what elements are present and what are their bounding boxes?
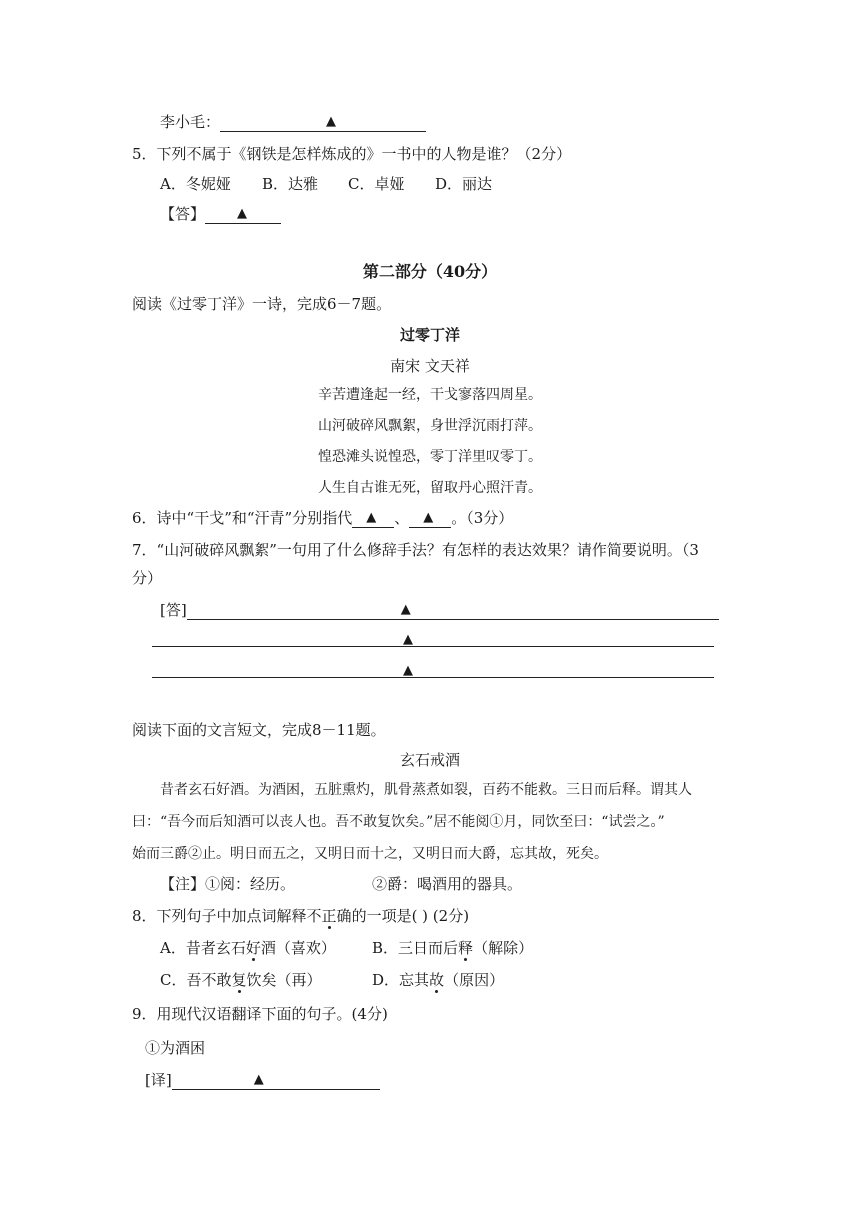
triangle-marker: ▲: [403, 632, 413, 647]
triangle-marker: ▲: [400, 602, 411, 617]
option-text: （解除）: [473, 939, 534, 957]
triangle-marker: ▲: [366, 510, 377, 525]
section-title: 第二部分（40分）: [362, 262, 498, 281]
answer-label: [答]: [160, 601, 187, 619]
dotted-word: 释: [458, 939, 474, 957]
option-text: 饮矣（再）: [246, 971, 322, 989]
option-text: 三日而后: [398, 939, 459, 957]
answer-blank[interactable]: [152, 677, 714, 678]
option-letter: C．: [160, 971, 187, 989]
q8-text: 8．下列句子中加点词解释: [132, 907, 307, 925]
prose-title: 玄石戒酒: [399, 751, 460, 769]
q4-answer-line: [160, 112, 426, 132]
answer-blank[interactable]: [152, 646, 714, 647]
option-letter: A．: [160, 939, 186, 957]
q5-option-c: C．卓娅: [348, 175, 405, 193]
answer-blank[interactable]: [172, 1073, 380, 1090]
q6-separator: 、: [394, 509, 410, 527]
q5-option-d: D．丽达: [435, 175, 493, 193]
answer-blank[interactable]: [187, 603, 719, 620]
q6-score: 。（3分）: [451, 509, 514, 527]
q9-item: ①为酒困: [145, 1039, 206, 1057]
triangle-marker: ▲: [423, 510, 434, 525]
q8-option-c: [160, 970, 322, 990]
triangle-marker: ▲: [403, 663, 413, 678]
dotted-word: 好: [245, 939, 261, 957]
option-text: 忘其: [399, 971, 430, 989]
q7-answer-line: [160, 600, 719, 620]
q8-text: 的一项是( ) (2分): [351, 907, 470, 925]
speaker-label: 李小毛：: [160, 113, 221, 131]
prose-line: 曰：“吾今而后知酒可以丧人也。吾不敢复饮矣。”居不能阅①月，同饮至曰：“试尝之。”: [132, 814, 665, 830]
poem-line: 惶恐滩头说惶恐，零丁洋里叹零丁。: [318, 449, 542, 465]
q8-stem: [132, 906, 469, 926]
note-item: ①阅：经历。: [205, 875, 296, 893]
dotted-word: 故: [429, 971, 445, 989]
option-text: 吾不敢: [186, 971, 232, 989]
poem-line: 山河破碎风飘絮，身世浮沉雨打萍。: [318, 418, 542, 434]
q7-stem: 7．“山河破碎风飘絮”一句用了什么修辞手法？有怎样的表达效果？请作简要说明。（3: [132, 541, 699, 559]
q5-option-a: A．冬妮娅: [160, 175, 231, 193]
option-letter: D．: [372, 971, 400, 989]
note-label: 【注】: [160, 875, 206, 893]
triangle-marker: ▲: [253, 1072, 264, 1087]
q9-answer-line: [145, 1070, 380, 1090]
option-text: 酒（喜欢）: [260, 939, 336, 957]
option-letter: B．: [372, 939, 399, 957]
prose-line: 始而三爵②止。明日而五之，又明日而十之，又明日而大爵，忘其故，死矣。: [132, 846, 608, 862]
answer-blank[interactable]: [352, 511, 394, 528]
emphasized-text: 不正确: [306, 907, 352, 925]
poem-line: 辛苦遭逢起一经，干戈寥落四周星。: [318, 387, 542, 403]
q8-option-a: [160, 938, 336, 958]
option-text: 昔者玄石: [185, 939, 246, 957]
answer-label: [译]: [145, 1071, 172, 1089]
answer-blank[interactable]: [220, 115, 426, 132]
q6-stem: [132, 508, 513, 528]
prose-instruction: 阅读下面的文言短文，完成8－11题。: [132, 721, 386, 739]
q7-stem-cont: 分）: [132, 569, 163, 587]
q9-stem: 9．用现代汉语翻译下面的句子。(4分): [132, 1005, 388, 1023]
dotted-word: 复: [231, 971, 247, 989]
q5-answer-line: [160, 204, 281, 224]
poem-instruction: 阅读《过零丁洋》一诗，完成6－7题。: [132, 295, 392, 313]
q8-option-d: [372, 970, 504, 990]
answer-blank[interactable]: [409, 511, 451, 528]
triangle-marker: ▲: [326, 114, 337, 129]
answer-blank[interactable]: [205, 207, 281, 224]
q5-option-b: B．达雅: [262, 175, 319, 193]
answer-label: 【答】: [160, 205, 206, 223]
q8-option-b: [372, 938, 533, 958]
prose-note: [160, 874, 295, 894]
poem-author: 南宋 文天祥: [390, 357, 470, 375]
triangle-marker: ▲: [237, 206, 248, 221]
prose-line: 昔者玄石好酒。为酒困，五脏熏灼，肌骨蒸煮如裂，百药不能救。三日而后释。谓其人: [160, 782, 692, 798]
poem-line: 人生自古谁无死，留取丹心照汗青。: [318, 480, 542, 496]
note-item: ②爵：喝酒用的器具。: [372, 875, 523, 893]
q5-stem: 5．下列不属于《钢铁是怎样炼成的》一书中的人物是谁？（2分）: [132, 145, 572, 163]
option-text: （原因）: [444, 971, 505, 989]
poem-title: 过零丁洋: [399, 326, 460, 344]
q6-text: 6．诗中“干戈”和“汗青”分别指代: [132, 509, 353, 527]
